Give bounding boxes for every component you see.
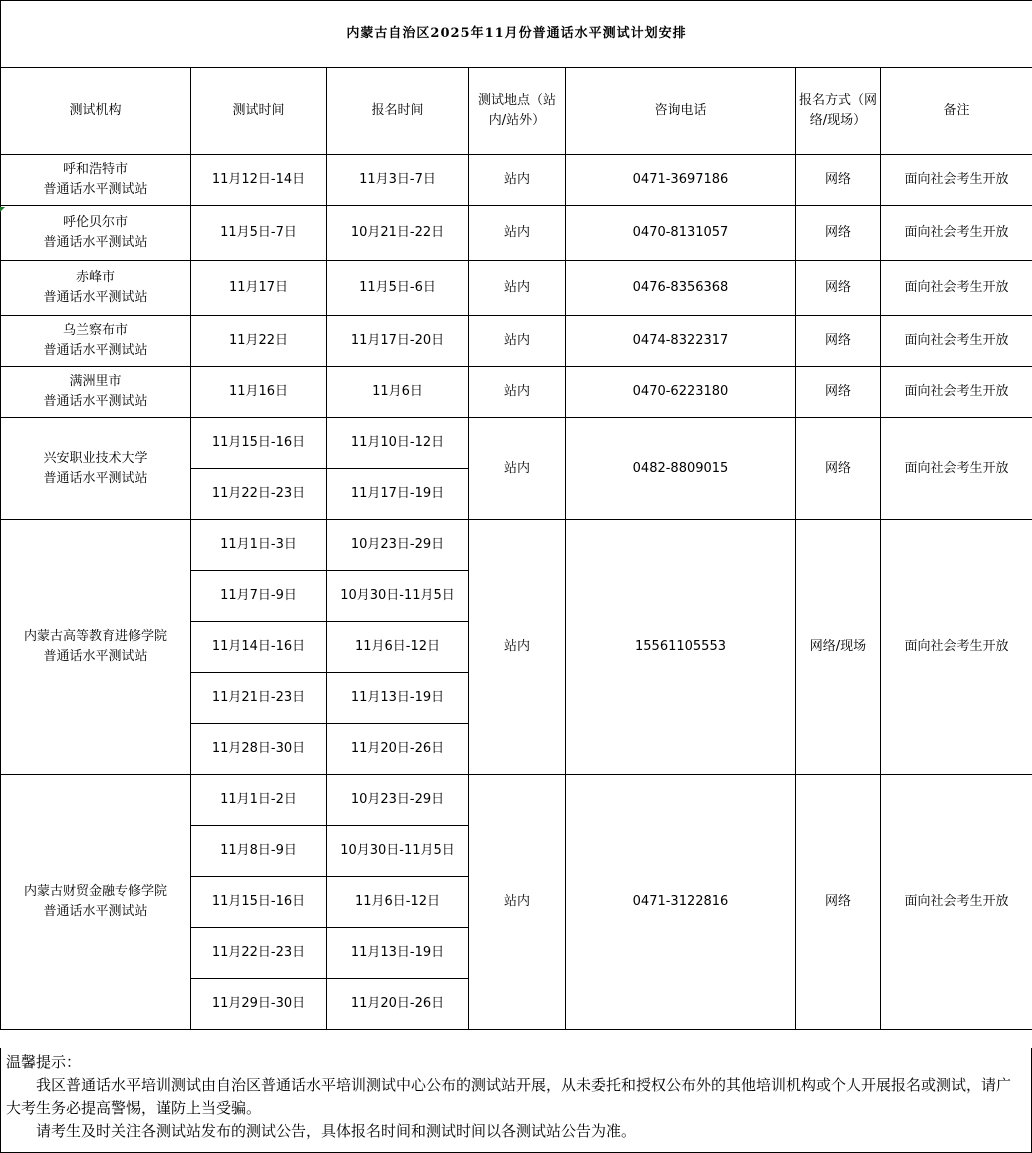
test-time-cell: 11月29日-30日 <box>191 979 327 1030</box>
table-row <box>1 316 1032 367</box>
remark-cell: 面向社会考生开放 <box>881 520 1032 775</box>
org-station: 普通话水平测试站 <box>43 649 148 664</box>
test-time-cell: 11月28日-30日 <box>191 724 327 775</box>
header-signup-time: 报名时间 <box>327 68 469 155</box>
test-time-cell: 11月17日 <box>191 261 327 316</box>
location-cell: 站内 <box>469 775 566 1030</box>
org-cell <box>1 775 191 1030</box>
header-row <box>1 68 1032 155</box>
header-test-time: 测试时间 <box>191 68 327 155</box>
org-station: 普通话水平测试站 <box>43 235 148 250</box>
signup-time-cell: 11月13日-19日 <box>327 673 469 724</box>
method-cell: 网络 <box>796 206 881 261</box>
org-name: 内蒙古财贸金融专修学院 <box>23 884 167 899</box>
page-title: 内蒙古自治区2025年11月份普通话水平测试计划安排 <box>1 1 1032 68</box>
signup-time-cell: 11月6日 <box>327 367 469 418</box>
cell-comment-marker <box>0 207 5 212</box>
org-cell <box>1 367 191 418</box>
signup-time-cell: 10月30日-11月5日 <box>327 826 469 877</box>
test-time-cell: 11月5日-7日 <box>191 206 327 261</box>
location-cell: 站内 <box>469 520 566 775</box>
method-cell: 网络 <box>796 155 881 206</box>
test-time-cell: 11月22日 <box>191 316 327 367</box>
remark-cell: 面向社会考生开放 <box>881 155 1032 206</box>
location-cell: 站内 <box>469 418 566 520</box>
notes-heading: 温馨提示： <box>6 1053 82 1071</box>
org-cell <box>1 418 191 520</box>
signup-time-cell: 10月23日-29日 <box>327 775 469 826</box>
org-name: 赤峰市 <box>75 270 115 285</box>
method-cell: 网络 <box>796 775 881 1030</box>
phone-cell: 0470-8131057 <box>566 206 796 261</box>
phone-cell: 15561105553 <box>566 520 796 775</box>
location-cell: 站内 <box>469 261 566 316</box>
org-name: 满洲里市 <box>69 374 122 389</box>
phone-cell: 0482-8809015 <box>566 418 796 520</box>
method-cell: 网络/现场 <box>796 520 881 775</box>
table-row <box>1 775 1032 826</box>
org-name: 呼和浩特市 <box>62 162 128 177</box>
test-time-cell: 11月14日-16日 <box>191 622 327 673</box>
location-cell: 站内 <box>469 367 566 418</box>
org-cell <box>1 520 191 775</box>
location-cell: 站内 <box>469 206 566 261</box>
test-time-cell: 11月7日-9日 <box>191 571 327 622</box>
org-name: 乌兰察布市 <box>62 323 128 338</box>
table-row <box>1 261 1032 316</box>
signup-time-cell: 11月20日-26日 <box>327 979 469 1030</box>
header-org: 测试机构 <box>1 68 191 155</box>
test-time-cell: 11月22日-23日 <box>191 469 327 520</box>
method-cell: 网络 <box>796 261 881 316</box>
phone-cell: 0470-6223180 <box>566 367 796 418</box>
org-cell <box>1 155 191 206</box>
org-station: 普通话水平测试站 <box>43 394 148 409</box>
org-station: 普通话水平测试站 <box>43 182 148 197</box>
org-name: 内蒙古高等教育进修学院 <box>23 629 167 644</box>
table-row <box>1 155 1032 206</box>
test-time-cell: 11月1日-2日 <box>191 775 327 826</box>
signup-time-cell: 11月3日-7日 <box>327 155 469 206</box>
phone-cell: 0471-3122816 <box>566 775 796 1030</box>
location-cell: 站内 <box>469 155 566 206</box>
signup-time-cell: 10月23日-29日 <box>327 520 469 571</box>
phone-cell: 0474-8322317 <box>566 316 796 367</box>
remark-cell: 面向社会考生开放 <box>881 316 1032 367</box>
method-cell: 网络 <box>796 418 881 520</box>
signup-time-cell: 10月21日-22日 <box>327 206 469 261</box>
remark-cell: 面向社会考生开放 <box>881 206 1032 261</box>
header-phone: 咨询电话 <box>566 68 796 155</box>
signup-time-cell: 11月17日-20日 <box>327 316 469 367</box>
notes-box <box>0 1048 1032 1153</box>
org-name: 兴安职业技术大学 <box>43 450 148 466</box>
test-time-cell: 11月12日-14日 <box>191 155 327 206</box>
test-time-cell: 11月8日-9日 <box>191 826 327 877</box>
method-cell: 网络 <box>796 316 881 367</box>
test-time-cell: 11月21日-23日 <box>191 673 327 724</box>
test-time-cell: 11月15日-16日 <box>191 877 327 928</box>
location-cell: 站内 <box>469 316 566 367</box>
header-location: 测试地点（站内/站外） <box>469 68 566 155</box>
signup-time-cell: 11月17日-19日 <box>327 469 469 520</box>
org-cell <box>1 261 191 316</box>
signup-time-cell: 11月6日-12日 <box>327 877 469 928</box>
signup-time-cell: 11月13日-19日 <box>327 928 469 979</box>
header-signup-method: 报名方式（网络/现场） <box>796 68 881 155</box>
org-name: 呼伦贝尔市 <box>62 215 128 230</box>
org-station: 普通话水平测试站 <box>43 904 148 919</box>
phone-cell: 0476-8356368 <box>566 261 796 316</box>
remark-cell: 面向社会考生开放 <box>881 261 1032 316</box>
table-row <box>1 367 1032 418</box>
signup-time-cell: 11月6日-12日 <box>327 622 469 673</box>
test-time-cell: 11月15日-16日 <box>191 418 327 469</box>
signup-time-cell: 10月30日-11月5日 <box>327 571 469 622</box>
org-cell <box>1 206 191 261</box>
remark-cell: 面向社会考生开放 <box>881 418 1032 520</box>
phone-cell: 0471-3697186 <box>566 155 796 206</box>
org-station: 普通话水平测试站 <box>43 343 148 358</box>
signup-time-cell: 11月5日-6日 <box>327 261 469 316</box>
signup-time-cell: 11月20日-26日 <box>327 724 469 775</box>
org-station: 普通话水平测试站 <box>43 290 148 305</box>
table-row <box>1 418 1032 469</box>
notes-paragraph: 请考生及时关注各测试站发布的测试公告，具体报名时间和测试时间以各测试站公告为准。 <box>36 1122 637 1140</box>
signup-time-cell: 11月10日-12日 <box>327 418 469 469</box>
org-cell <box>1 316 191 367</box>
org-station: 普通话水平测试站 <box>43 470 148 486</box>
notes-paragraph: 我区普通话水平培训测试由自治区普通话水平培训测试中心公布的测试站开展，从未委托和授权公布外的其他培训机构或个人开展报名或测试，请广大考生务必提高警惕，谨防上当受骗。 <box>6 1076 1012 1117</box>
remark-cell: 面向社会考生开放 <box>881 775 1032 1030</box>
table-row <box>1 206 1032 261</box>
header-remarks: 备注 <box>881 68 1032 155</box>
test-time-cell: 11月1日-3日 <box>191 520 327 571</box>
remark-cell: 面向社会考生开放 <box>881 367 1032 418</box>
table-row <box>1 520 1032 571</box>
method-cell: 网络 <box>796 367 881 418</box>
test-time-cell: 11月16日 <box>191 367 327 418</box>
test-time-cell: 11月22日-23日 <box>191 928 327 979</box>
